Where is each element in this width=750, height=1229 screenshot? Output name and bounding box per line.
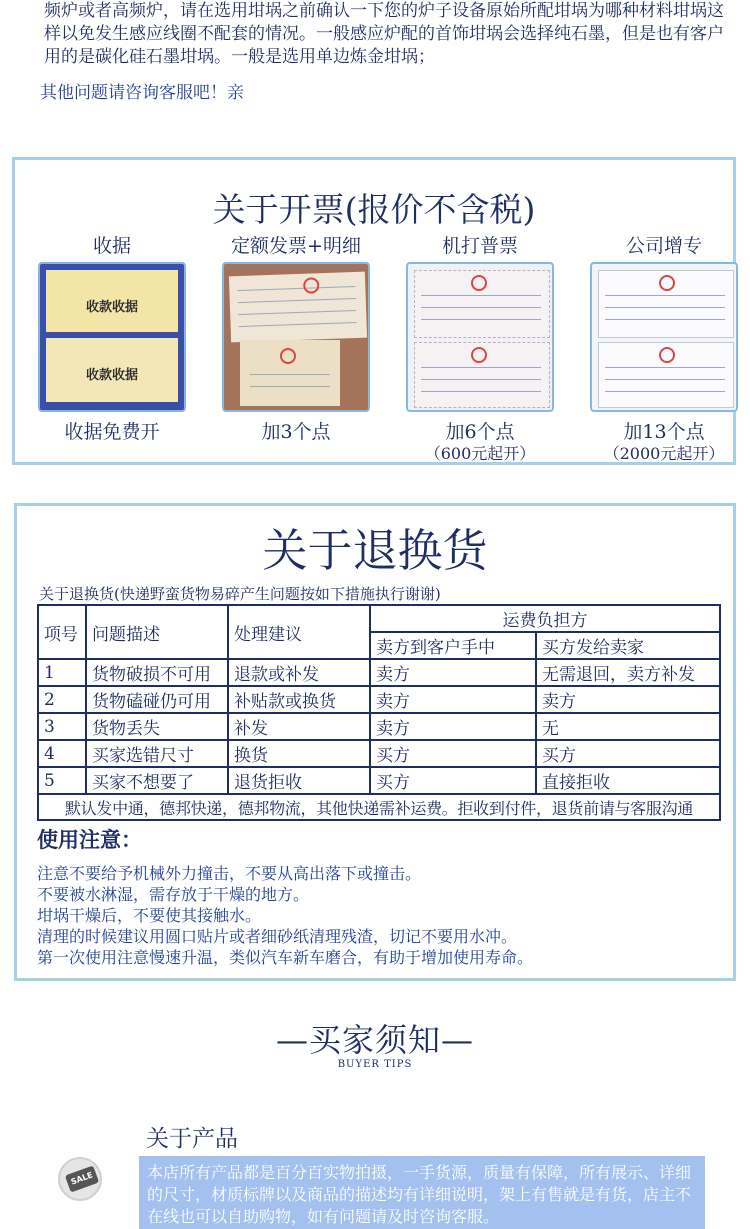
receipt-image xyxy=(38,262,186,412)
receipt-image-text: 收款收据 xyxy=(85,300,138,315)
invoice-option-price: 加6个点 xyxy=(445,421,515,443)
table-row xyxy=(38,767,720,794)
usage-item: 注意不要给予机械外力撞击，不要从高出落下或撞击。 xyxy=(37,864,422,883)
header-issue: 问题描述 xyxy=(86,605,228,659)
usage-list xyxy=(37,863,533,968)
header-no: 项号 xyxy=(38,605,86,659)
returns-section xyxy=(14,503,736,981)
cell-to-seller: 买方 xyxy=(536,740,720,767)
buyer-tips-title: —买家须知— xyxy=(275,1021,474,1059)
header-handling: 处理建议 xyxy=(228,605,370,659)
usage-item: 第一次使用注意慢速升温，类似汽车新车磨合，有助于增加使用寿命。 xyxy=(37,948,534,967)
cell-no: 5 xyxy=(38,767,86,794)
cell-no: 1 xyxy=(38,659,86,686)
table-row xyxy=(38,740,720,767)
header-shipping: 运费负担方 xyxy=(370,605,720,632)
cell-handling: 换货 xyxy=(228,740,370,767)
cell-to-customer: 卖方 xyxy=(370,713,536,740)
product-description: 本店所有产品都是百分百实物拍摄，一手货源，质量有保障，所有展示、详细的尺寸，材质标牌以及商品的描述均有详细说明，架上有售就是有货，店主不在线也可以自助购物，如有问题请及时咨询客服。 xyxy=(139,1156,705,1229)
invoice-option-label: 机打普票 xyxy=(441,235,518,257)
invoice-option-quota xyxy=(211,232,381,444)
cell-to-customer: 买方 xyxy=(370,767,536,794)
returns-title: 关于退换货 xyxy=(262,524,488,577)
header-to-seller: 买方发给卖家 xyxy=(536,632,720,659)
cell-to-seller: 无需退回，卖方补发 xyxy=(536,659,720,686)
intro-paragraph: 频炉或者高频炉，请在选用坩埚之前确认一下您的炉子设备原始所配坩埚为哪种材料坩埚这样以免发生感应线圈不配套的情况。一般感应炉配的首饰坩埚会选择纯石墨，但是也有客户用的是碳化硅石墨坩埚。一般是选用单边炼金坩埚； xyxy=(44,1,724,67)
invoice-option-minimum: （2000元起开） xyxy=(603,444,725,463)
cell-handling: 退货拒收 xyxy=(228,767,370,794)
invoice-option-price: 收据免费开 xyxy=(64,421,160,443)
cell-to-seller: 无 xyxy=(536,713,720,740)
invoice-option-machine xyxy=(395,232,565,464)
invoice-title: 关于开票(报价不含税) xyxy=(212,190,536,229)
sale-tag-icon xyxy=(58,1157,102,1201)
table-footer-row xyxy=(38,794,720,820)
returns-caption: 关于退换货(快递野蛮货物易碎产生问题按如下措施执行谢谢) xyxy=(39,585,441,603)
invoice-option-vat xyxy=(579,232,749,464)
product-section-title: 关于产品 xyxy=(146,1126,238,1152)
invoice-option-label: 定额发票+明细 xyxy=(231,235,361,257)
invoice-section xyxy=(12,157,736,465)
table-row xyxy=(38,713,720,740)
cell-issue: 货物磕碰仍可用 xyxy=(86,686,228,713)
table-header-row xyxy=(38,605,720,632)
usage-item: 不要被水淋湿，需存放于干燥的地方。 xyxy=(37,885,310,904)
receipt-image-text: 收款收据 xyxy=(85,368,138,383)
cell-issue: 货物破损不可用 xyxy=(86,659,228,686)
usage-item: 清理的时候建议用圆口贴片或者细砂纸清理残渣，切记不要用水冲。 xyxy=(37,927,518,946)
cell-to-seller: 卖方 xyxy=(536,686,720,713)
invoice-option-label: 公司增专 xyxy=(625,235,702,257)
invoice-option-label: 收据 xyxy=(92,235,131,257)
usage-item: 坩埚干燥后，不要使其接触水。 xyxy=(37,906,262,925)
shipping-note: 默认发中通，德邦快递，德邦物流，其他快递需补运费。拒收到付件，退货前请与客服沟通 xyxy=(38,794,720,820)
cell-handling: 补贴款或换货 xyxy=(228,686,370,713)
quota-invoice-image xyxy=(222,262,370,412)
cell-issue: 买家选错尺寸 xyxy=(86,740,228,767)
machine-invoice-image xyxy=(406,262,554,412)
cell-to-customer: 买方 xyxy=(370,740,536,767)
cell-handling: 退款或补发 xyxy=(228,659,370,686)
invoice-option-minimum: （600元起开） xyxy=(424,444,536,463)
buyer-tips-subtitle: BUYER TIPS xyxy=(337,1059,413,1070)
consult-note: 其他问题请咨询客服吧！亲 xyxy=(40,83,244,103)
cell-to-customer: 卖方 xyxy=(370,659,536,686)
invoice-option-price: 加13个点 xyxy=(623,421,705,443)
cell-no: 4 xyxy=(38,740,86,767)
invoice-option-receipt xyxy=(27,232,197,444)
cell-handling: 补发 xyxy=(228,713,370,740)
table-row xyxy=(38,659,720,686)
cell-no: 3 xyxy=(38,713,86,740)
cell-no: 2 xyxy=(38,686,86,713)
header-to-customer: 卖方到客户手中 xyxy=(370,632,536,659)
cell-issue: 货物丢失 xyxy=(86,713,228,740)
sale-tag-text: SALE xyxy=(65,1165,99,1192)
buyer-tips-heading xyxy=(0,1015,750,1070)
table-row xyxy=(38,686,720,713)
returns-table xyxy=(37,604,721,821)
vat-invoice-image xyxy=(590,262,738,412)
cell-to-seller: 直接拒收 xyxy=(536,767,720,794)
cell-to-customer: 卖方 xyxy=(370,686,536,713)
cell-issue: 买家不想要了 xyxy=(86,767,228,794)
usage-title: 使用注意： xyxy=(37,827,142,852)
invoice-option-price: 加3个点 xyxy=(261,421,331,443)
